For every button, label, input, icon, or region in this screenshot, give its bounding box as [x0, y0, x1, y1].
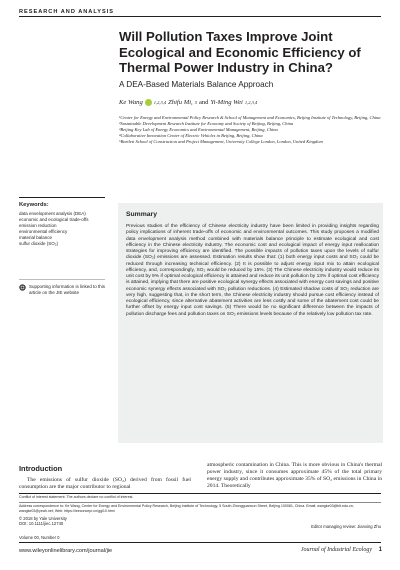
copyright-text: © 2018 by Yale University [19, 516, 67, 521]
journal-website-link[interactable]: www.wileyonlinelibrary.com/journal/jie [19, 548, 113, 554]
author-and: and [198, 99, 209, 106]
conflict-statement: Conflict of interest statement: The authors declare no conflict of interest. [19, 495, 134, 499]
copyright-block [19, 516, 67, 527]
keywords-title: Keywords: [19, 202, 49, 208]
author-ke-wang[interactable]: Ke Wang [119, 99, 143, 106]
author-affil-sup: 1,2,3,4 [153, 100, 167, 105]
bottom-rule [19, 542, 381, 543]
affiliation-item: ¹Center for Energy and Environmental Policy Research & School of Management and Economics, Beijing Institute of Technology, Beijing, China [119, 115, 381, 120]
introduction-right-column: atmospheric contamination in China. This is more obvious in China's thermal power industry, since it consumes approximate 45% of the total primary energy supply and contributes approximate 35% of SO₂ emissions in China in 2014. Theoretically [207, 462, 382, 489]
author-line [119, 99, 257, 106]
supporting-info-icon [19, 284, 26, 291]
volume-info: Volume 00, Number 0 [19, 535, 60, 540]
footer-divider [19, 502, 381, 503]
article-subtitle: A DEA-Based Materials Balance Approach [119, 80, 274, 89]
affiliation-item: ⁵Bartlett School of Construction and Project Management, University College London, London, United Kingdom [119, 139, 323, 144]
affiliation-item: ³Beijing Key Lab of Energy Economics and Environmental Management, Beijing, China [119, 127, 278, 132]
supporting-info-rule [19, 279, 105, 280]
keyword-item: economic and ecological trade-offs [19, 216, 89, 222]
keyword-item: material balance [19, 234, 53, 240]
summary-title: Summary [126, 211, 157, 218]
keyword-item: sulfur dioxide (SO₂) [19, 240, 59, 246]
introduction-left-column: The emissions of sulfur dioxide (SO₂) derived from fossil fuel consumption are the major contributor to regional [19, 477, 191, 490]
author-affil-sup: 1,2,3,4 [244, 100, 258, 105]
doi-link[interactable]: DOI: 10.1111/jiec.12740 [19, 521, 64, 527]
affiliations [119, 115, 384, 145]
keyword-item: environmental efficiency [19, 228, 68, 234]
author-yi-ming-wei[interactable]: Yi-Ming Wei [210, 99, 243, 106]
affiliation-item: ⁴Collaborative Innovation Center of Electric Vehicles in Beijing, Beijing, China [119, 133, 263, 138]
summary-text: Previous studies of the efficiency of Chinese electricity industry have been limited in providing insights regarding policy implications of inherent trade-offs of economic and environmental outcomes. This study proposes a modified data envelopment analysis method combined with materials balance principle to estimate ecological and cost efficiency in the Chinese electricity industry. The economic cost and ecological impact of energy input reallocation strategies for improving efficiency are identified. The possible impacts of pollution taxes upon the levels of sulfur dioxide (SO₂) emissions are assessed. Estimation results show that: (1) both energy input costs and SO₂ could be reduced through increasing technical efficiency. (2) It is possible to adjust energy input mix to attain ecological efficiency, and, correspondingly, SO₂ would be reduced by 15%. (3) The Chinese electricity industry would reduce its unit cost by 9% if optimal ecological efficiency is attained and reduce its unit pollution by 13% if optimal cost efficiency is attained, implying that there are positive ecological synergy effects associated with energy cost savings and positive economic synergy effects associated with SO₂ pollution reductions. (4) Estimated shadow costs of SO₂ reduction are very high, suggesting that, in the short term, the Chinese electricity industry should pursue cost efficiency instead of ecological efficiency, since alternative abatement activities are less costly and some of the abatement cost could be further offset by energy input cost savings. (5) There would be no significant difference between the impacts of pollution discharge fees and pollution taxes on SO₂ emissions levels because of the relatively low pollution tax rate. [126, 224, 379, 317]
correspondence-address: Address correspondence to: Ke Wang, Center for Energy and Environmental Policy Research, Beijing Institute of Technology, 5 South Zhongguancun Street, Beijing 100081, China. Email: wangke03@bit.edu.cn, wangke03@yeah.net; Web: https://ieeconcepr.cn/ggl10.html [19, 504, 354, 513]
affiliation-item: ²Sustainable Development Research Institute for Economy and Society of Beijing, Beijing, China [119, 121, 294, 126]
keyword-item: emission reduction [19, 222, 57, 228]
journal-name: Journal of Industrial Ecology [300, 547, 372, 553]
footer-rule [19, 493, 381, 494]
orcid-icon[interactable] [145, 99, 152, 106]
keyword-item: data envelopment analysis (DEA) [19, 211, 86, 216]
header-rule [19, 16, 381, 17]
keywords-rule [19, 197, 105, 198]
author-affil-sup: 5 [194, 100, 197, 105]
keywords-list [19, 211, 109, 246]
article-title: Will Pollution Taxes Improve Joint Ecological and Economic Efficiency of Thermal Power Industry in China? [119, 29, 361, 75]
introduction-title: Introduction [19, 464, 63, 473]
supporting-info[interactable] [19, 284, 109, 296]
section-label: RESEARCH AND ANALYSIS [19, 9, 114, 15]
author-zhifu-mi[interactable]: Zhifu Mi, [168, 99, 193, 106]
supporting-info-text: Supporting information is linked to this article on the JIE website [29, 284, 106, 295]
page-number: 1 [378, 547, 382, 553]
editor-note: Editor managing review: Jianxing Zhu [311, 524, 381, 529]
